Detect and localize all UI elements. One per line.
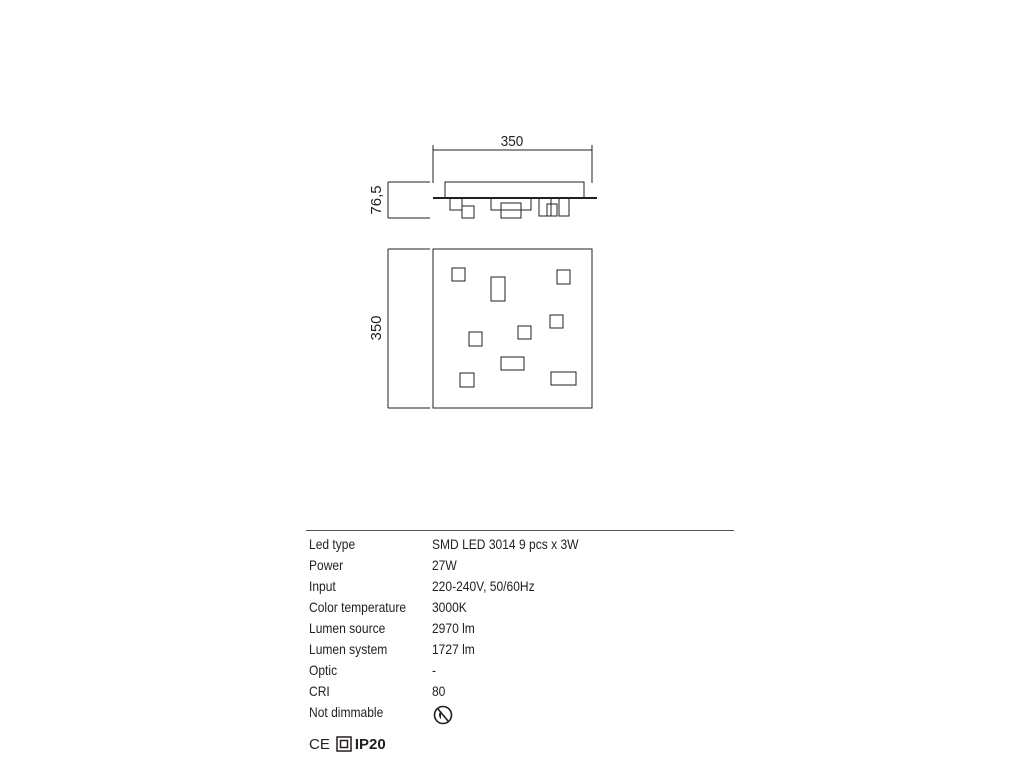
side-led-7 bbox=[559, 198, 569, 216]
side-led-2 bbox=[462, 206, 474, 218]
spec-label: Not dimmable bbox=[309, 704, 384, 720]
class-ii-icon bbox=[336, 736, 352, 752]
side-led-1 bbox=[450, 198, 462, 210]
ce-mark: CE bbox=[309, 735, 330, 753]
led-module-9 bbox=[551, 372, 576, 385]
led-module-8 bbox=[460, 373, 474, 387]
spec-label: Optic bbox=[309, 662, 338, 678]
led-module-6 bbox=[469, 332, 482, 346]
led-module-1 bbox=[452, 268, 465, 281]
spec-divider bbox=[306, 530, 734, 531]
led-module-2 bbox=[491, 277, 505, 301]
led-module-5 bbox=[550, 315, 563, 328]
not-dimmable-icon bbox=[432, 704, 454, 726]
led-module-4 bbox=[518, 326, 531, 339]
spec-label: Power bbox=[309, 557, 344, 573]
spec-label: CRI bbox=[309, 683, 330, 699]
width-label: 350 bbox=[500, 133, 524, 151]
height-label: 76,5 bbox=[368, 185, 385, 215]
spec-value: 220-240V, 50/60Hz bbox=[431, 578, 535, 594]
spec-label: Lumen system bbox=[309, 641, 388, 657]
spec-value: 3000K bbox=[431, 599, 467, 615]
top-view-outline bbox=[433, 249, 592, 408]
spec-value: SMD LED 3014 9 pcs x 3W bbox=[431, 536, 579, 552]
certification-row bbox=[309, 734, 386, 754]
spec-label: Lumen source bbox=[309, 620, 386, 636]
spec-value: 2970 lm bbox=[431, 620, 475, 636]
side-view-base bbox=[445, 182, 584, 198]
spec-value: - bbox=[431, 662, 436, 678]
spec-value: 27W bbox=[431, 557, 457, 573]
spec-value: 80 bbox=[431, 683, 446, 699]
side-led-5 bbox=[539, 198, 551, 216]
spec-label: Led type bbox=[309, 536, 356, 552]
side-led-3 bbox=[491, 198, 531, 210]
spec-label: Color temperature bbox=[309, 599, 407, 615]
spec-value: 1727 lm bbox=[431, 641, 475, 657]
led-module-3 bbox=[557, 270, 570, 284]
depth-label: 350 bbox=[368, 315, 385, 341]
led-module-7 bbox=[501, 357, 524, 370]
side-led-6 bbox=[547, 204, 557, 216]
ip-rating: IP20 bbox=[354, 735, 386, 753]
spec-label: Input bbox=[309, 578, 336, 594]
